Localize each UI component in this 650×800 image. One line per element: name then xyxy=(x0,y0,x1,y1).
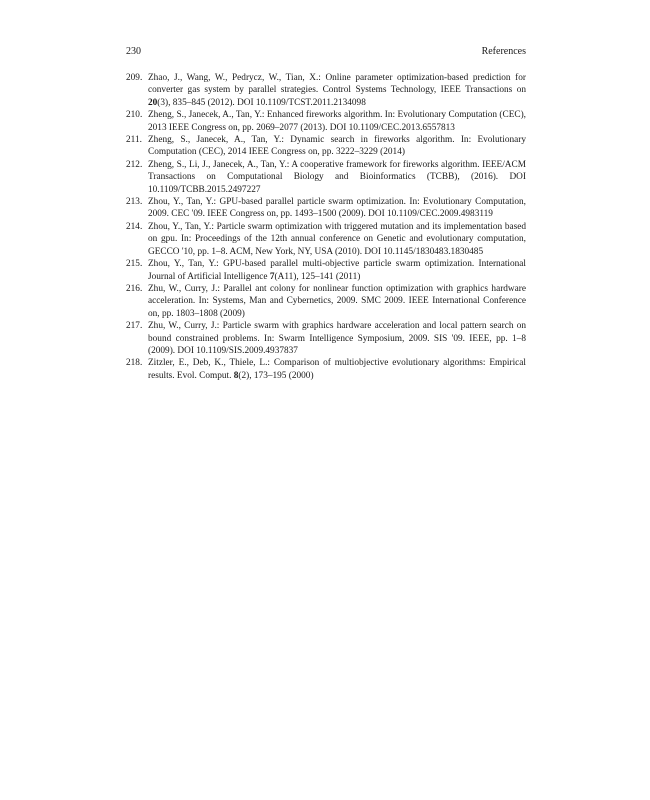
reference-item xyxy=(126,72,526,109)
reference-text: Zhou, Y., Tan, Y.: GPU-based parallel multi-objective particle swarm optimization. International Journal of Artificial Intelligence 7(A11), 125–141 (2011) xyxy=(148,259,526,282)
reference-number: 211. xyxy=(126,135,142,146)
reference-item xyxy=(126,320,526,357)
page-number: 230 xyxy=(126,46,141,57)
reference-number: 209. xyxy=(126,73,143,83)
reference-text: Zhao, J., Wang, W., Pedrycz, W., Tian, X.: Online parameter optimization-based prediction for converter gas system by parallel strategies. Control Systems Technology, IEEE Transactions on 20(3), 835–845 (2012). DOI 10.1109/TCST.2011.2134098 xyxy=(148,73,526,108)
reference-text: Zitzler, E., Deb, K., Thiele, L.: Comparison of multiobjective evolutionary algorithms: Empirical results. Evol. Comput. 8(2), 173–195 (2000) xyxy=(148,358,526,381)
reference-item xyxy=(126,357,526,382)
running-head: References xyxy=(481,46,526,57)
reference-text: Zhou, Y., Tan, Y.: GPU-based parallel particle swarm optimization. In: Evolutionary Computation, 2009. CEC '09. IEEE Congress on, pp. 1493–1500 (2009). DOI 10.1109/CEC.2009.4983119 xyxy=(148,197,526,220)
reference-item xyxy=(126,221,526,258)
volume-number: 8 xyxy=(233,370,239,381)
volume-number: 20 xyxy=(148,97,158,108)
reference-text: Zheng, S., Janecek, A., Tan, Y.: Enhanced fireworks algorithm. In: Evolutionary Computation (CEC), 2013 IEEE Congress on, pp. 2069–2077 (2013). DOI 10.1109/CEC.2013.6557813 xyxy=(148,110,526,133)
volume-number: 7 xyxy=(269,271,275,282)
page-header xyxy=(126,44,526,60)
reference-text: Zhu, W., Curry, J.: Particle swarm with graphics hardware acceleration and local pattern search on bound constrained problems. In: Swarm Intelligence Symposium, 2009. SIS '09. IEEE, pp. 1–8 (2009). DOI 10.1109/SIS.2009.4937837 xyxy=(148,321,526,356)
reference-number: 212. xyxy=(126,159,143,170)
reference-number: 217. xyxy=(126,321,143,332)
reference-item xyxy=(126,258,526,283)
reference-item xyxy=(126,159,526,196)
reference-number: 218. xyxy=(126,358,143,369)
reference-number: 210. xyxy=(126,110,143,121)
reference-text: Zheng, S., Li, J., Janecek, A., Tan, Y.: A cooperative framework for fireworks algorithm. IEEE/ACM Transactions on Computational Biology and Bioinformatics (TCBB), (2016). DOI 10.1109/TCBB.2015.2497227 xyxy=(148,159,526,195)
reference-item xyxy=(126,283,526,320)
reference-text: Zhu, W., Curry, J.: Parallel ant colony for nonlinear function optimization with graphics hardware acceleration. In: Systems, Man and Cybernetics, 2009. SMC 2009. IEEE International Conference on, pp. 1803–1808 (2009) xyxy=(148,283,526,319)
reference-number: 213. xyxy=(126,197,143,208)
reference-item xyxy=(126,109,526,134)
reference-number: 214. xyxy=(126,221,143,232)
reference-number: 215. xyxy=(126,259,143,270)
reference-text: Zhou, Y., Tan, Y.: Particle swarm optimization with triggered mutation and its implementation based on gpu. In: Proceedings of the 12th annual conference on Genetic and evolutionary computation, GECCO '10, pp. 1–8. ACM, New York, NY, USA (2010). DOI 10.1145/1830483.1830485 xyxy=(148,221,526,257)
reference-list xyxy=(126,72,526,382)
reference-text: Zheng, S., Janecek, A., Tan, Y.: Dynamic search in fireworks algorithm. In: Evolutionary Computation (CEC), 2014 IEEE Congress on, pp. 3222–3229 (2014) xyxy=(148,135,526,158)
reference-item xyxy=(126,196,526,221)
reference-item xyxy=(126,134,526,159)
reference-number: 216. xyxy=(126,283,143,294)
